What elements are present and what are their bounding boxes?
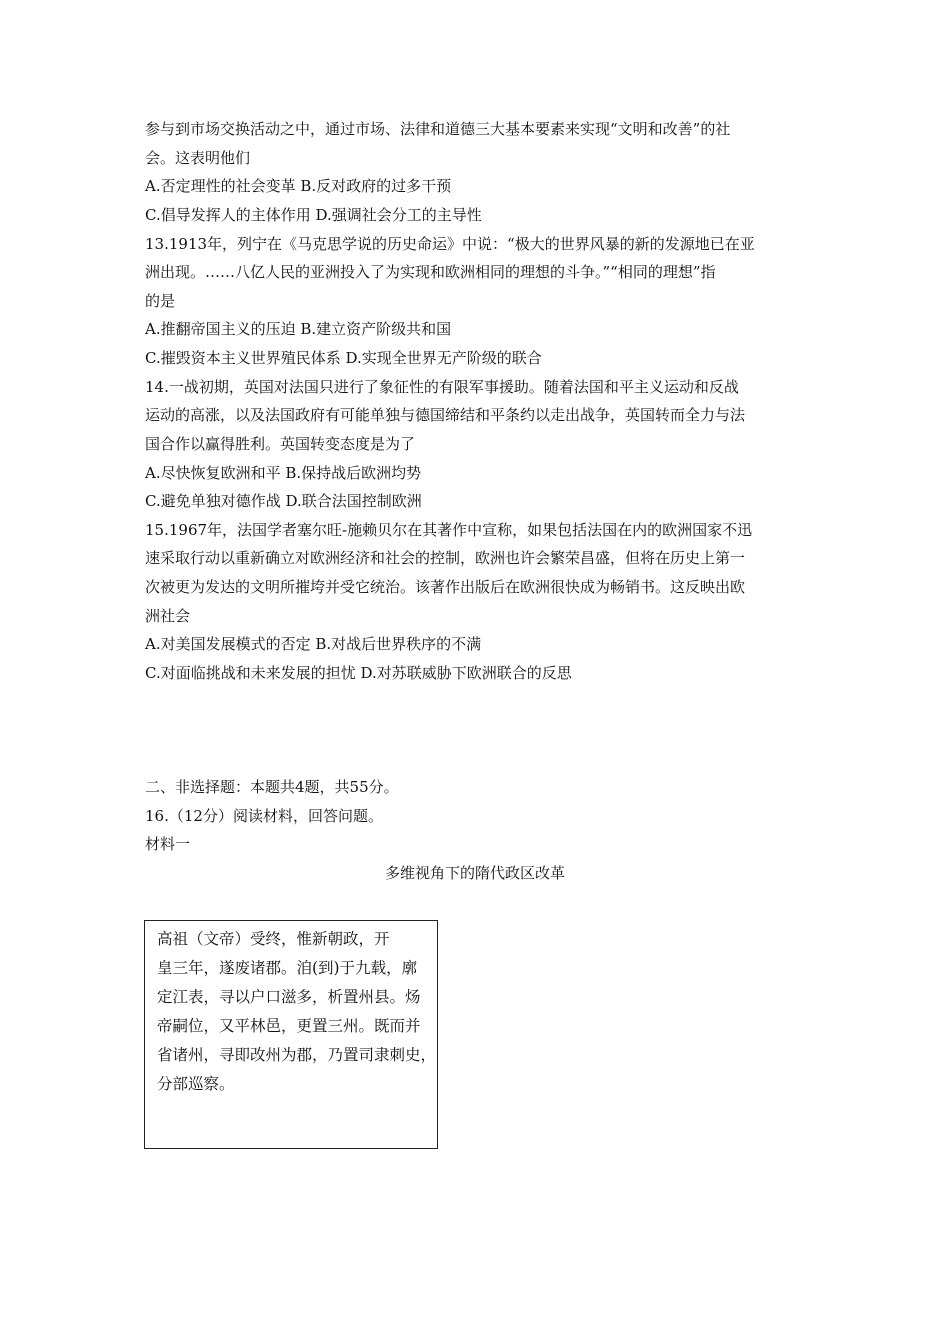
q13-stem-line: 的是	[145, 292, 176, 310]
q15-stem-line: 次被更为发达的文明所摧垮并受它统治。该著作出版后在欧洲很快成为畅销书。这反映出欧	[145, 578, 746, 596]
section-heading: 二、非选择题：本题共4题，共55分。	[145, 778, 399, 796]
intro-line-2: 会。这表明他们	[145, 149, 251, 167]
q15-options-cd: C.对面临挑战和未来发展的担忧 D.对苏联威胁下欧洲联合的反思	[145, 664, 572, 682]
q13-stem-line: 13.1913年，列宁在《马克思学说的历史命运》中说：“极大的世界风暴的新的发源地已在亚	[145, 235, 755, 253]
q13-options-ab: A.推翻帝国主义的压迫 B.建立资产阶级共和国	[145, 320, 452, 338]
q14-stem-line: 运动的高涨，以及法国政府有可能单独与德国缔结和平条约以走出战争，英国转而全力与法	[145, 406, 746, 424]
intro-line-1: 参与到市场交换活动之中，通过市场、法律和道德三大基本要素来实现“文明和改善”的社	[145, 120, 731, 138]
q14-options-cd: C.避免单独对德作战 D.联合法国控制欧洲	[145, 492, 422, 510]
material-title: 多维视角下的隋代政区改革	[384, 864, 565, 882]
box-text-line: 帝嗣位，又平林邑，更置三州。既而并	[157, 1017, 421, 1035]
q16-prompt: 16.（12分）阅读材料，回答问题。	[145, 807, 383, 825]
box-text-line: 皇三年，遂废诸郡。洎(到)于九载，廓	[157, 959, 418, 977]
q15-stem-line: 15.1967年，法国学者塞尔旺-施赖贝尔在其著作中宣称，如果包括法国在内的欧洲国家不迅	[145, 521, 753, 539]
q15-stem-line: 速采取行动以重新确立对欧洲经济和社会的控制，欧洲也许会繁荣昌盛，但将在历史上第一	[145, 549, 746, 567]
box-text-line: 分部巡察。	[157, 1075, 235, 1093]
box-text-line: 省诸州，寻即改州为郡，乃置司隶刺史，	[157, 1046, 437, 1064]
q14-options-ab: A.尽快恢复欧洲和平 B.保持战后欧洲均势	[145, 464, 422, 482]
q13-options-cd: C.摧毁资本主义世界殖民体系 D.实现全世界无产阶级的联合	[145, 349, 542, 367]
q12-options-ab: A.否定理性的社会变革 B.反对政府的过多干预	[145, 177, 452, 195]
q15-options-ab: A.对美国发展模式的否定 B.对战后世界秩序的不满	[145, 635, 482, 653]
material-text-box	[144, 920, 438, 1149]
box-text-line: 高祖（文帝）受终，惟新朝政，开	[157, 930, 390, 948]
box-text-line: 定江表，寻以户口滋多，析置州县。炀	[157, 988, 421, 1006]
q15-stem-line: 洲社会	[145, 607, 191, 625]
material-label: 材料一	[145, 835, 191, 853]
q13-stem-line: 洲出现。……八亿人民的亚洲投入了为实现和欧洲相同的理想的斗争。”“相同的理想”指	[145, 263, 716, 281]
q12-options-cd: C.倡导发挥人的主体作用 D.强调社会分工的主导性	[145, 206, 482, 224]
q14-stem-line: 14.一战初期，英国对法国只进行了象征性的有限军事援助。随着法国和平主义运动和反战	[145, 378, 739, 396]
q14-stem-line: 国合作以赢得胜利。英国转变态度是为了	[145, 435, 416, 453]
